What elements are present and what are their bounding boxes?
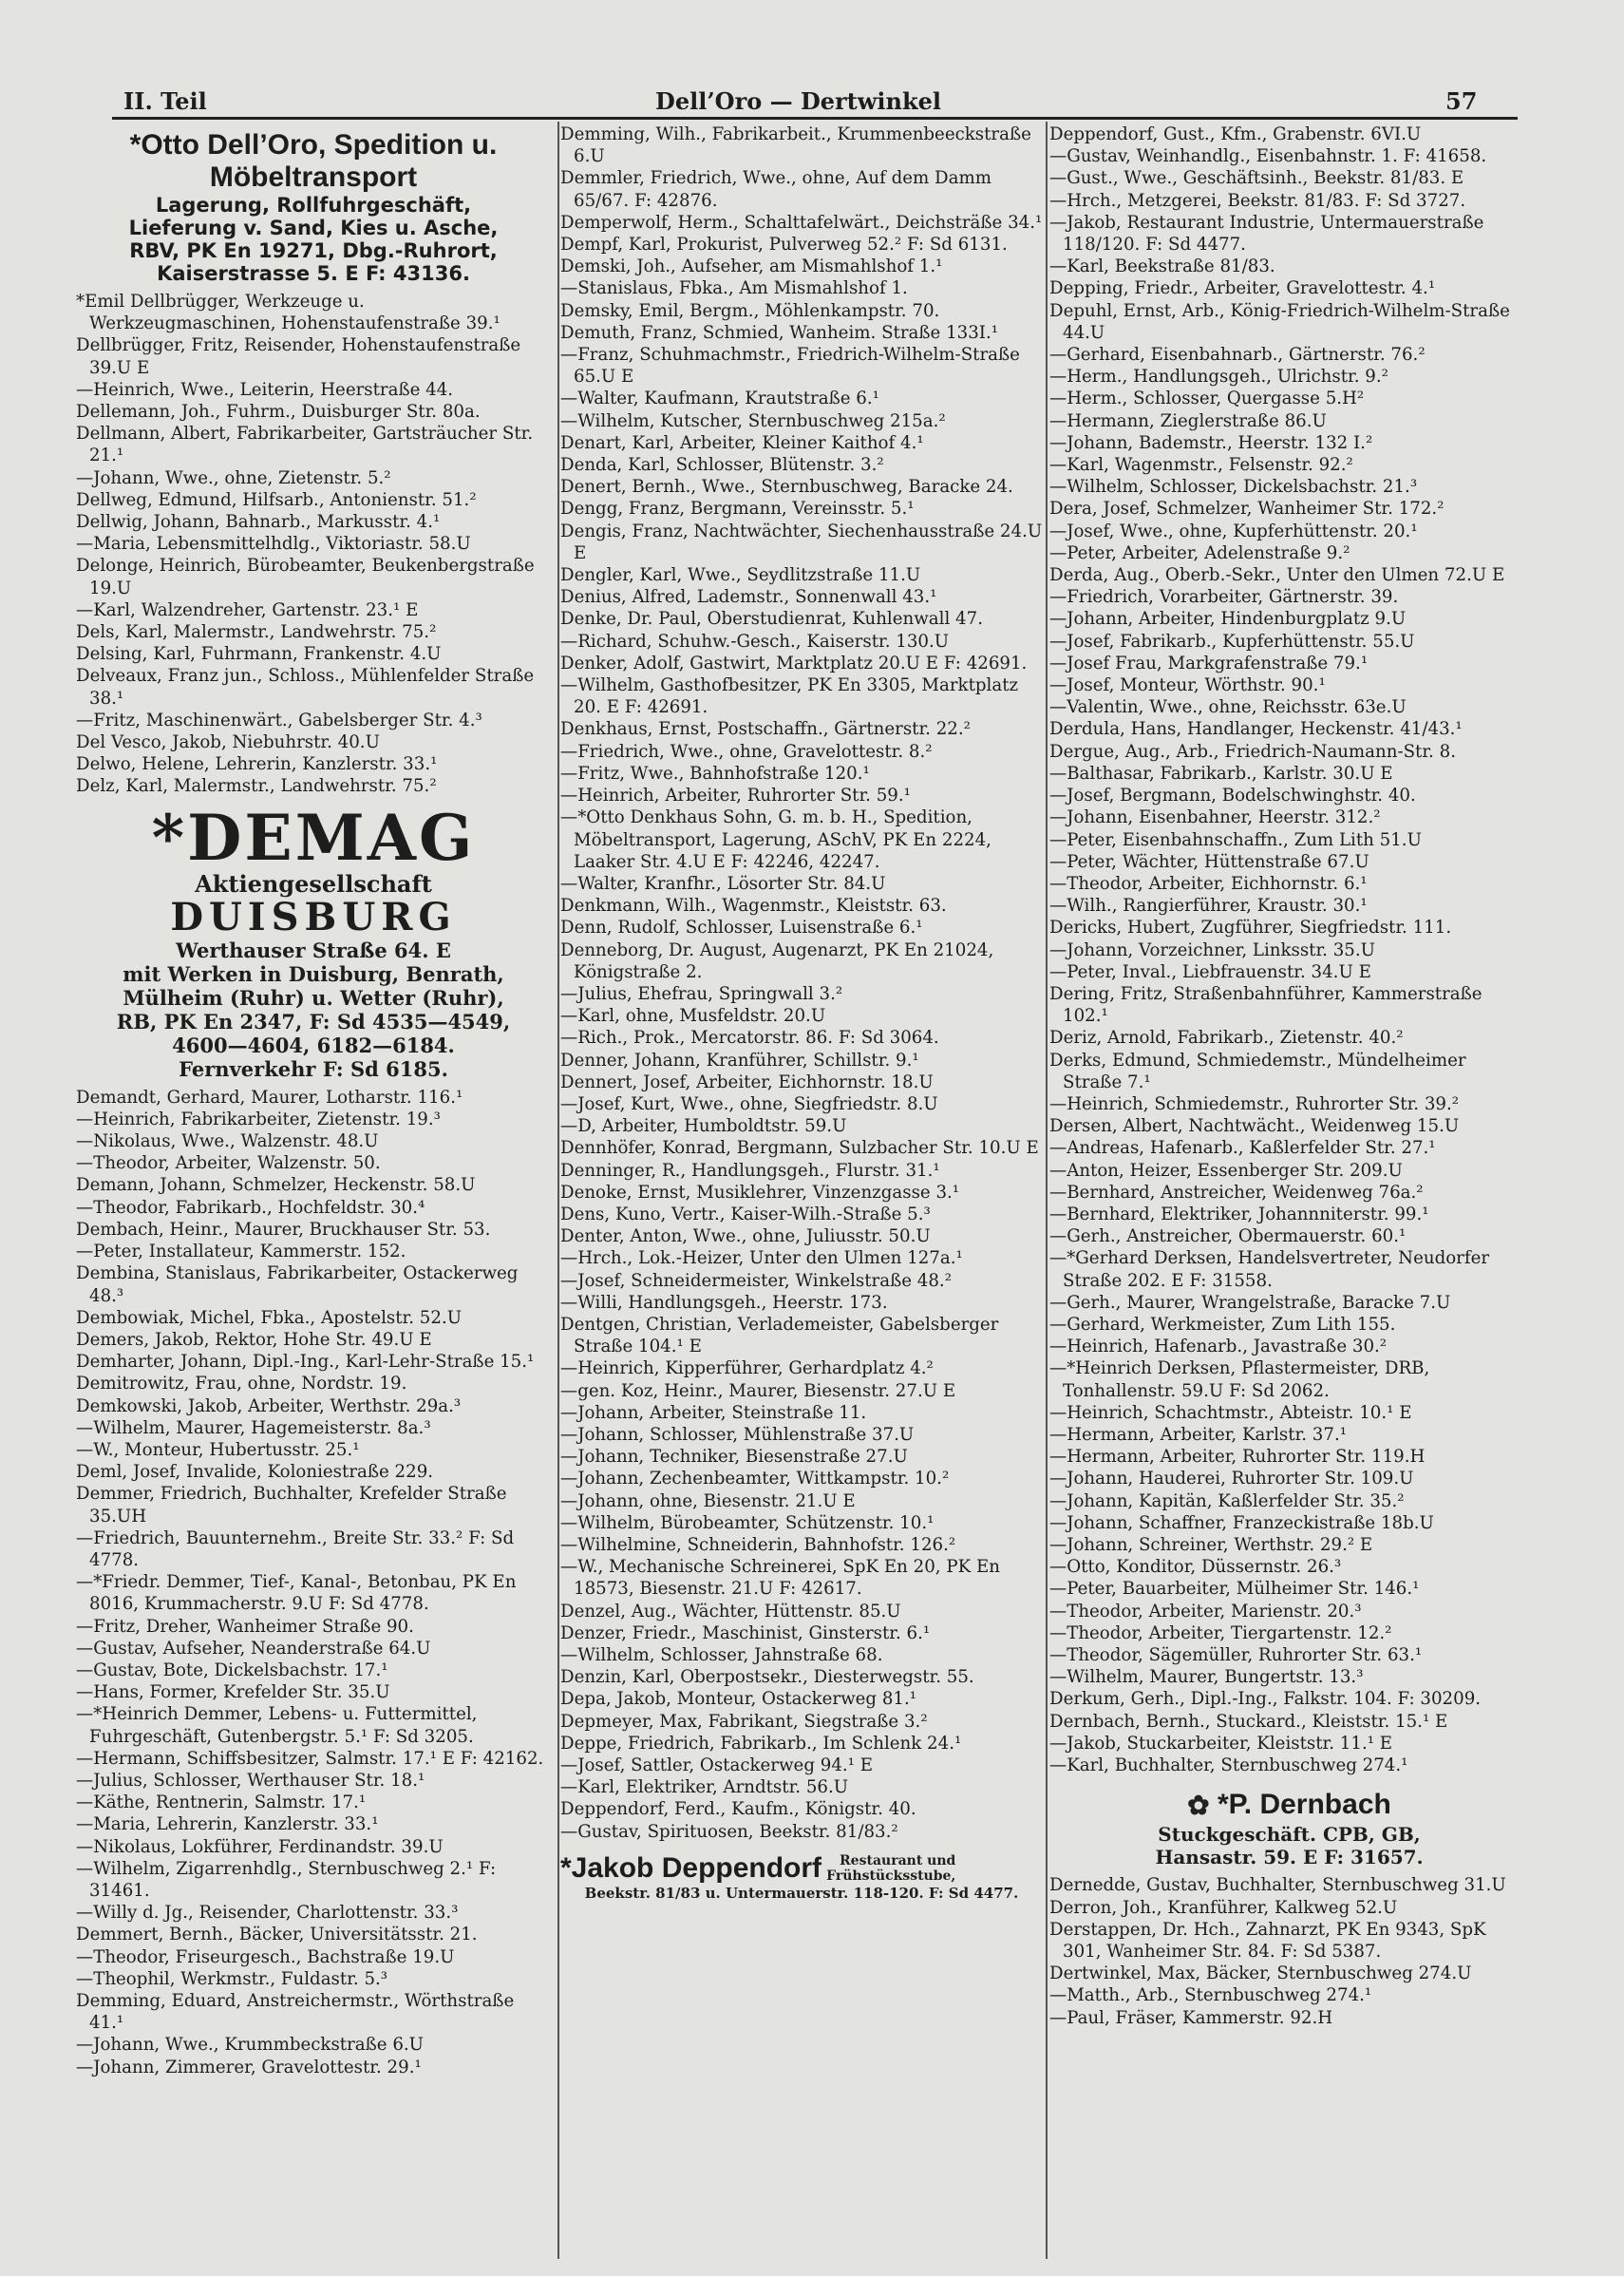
directory-entry: —Wilhelm, Gasthofbesitzer, PK En 3305, Marktplatz 20. E F: 42691. — [560, 675, 1019, 718]
directory-entry: —Paul, Fräser, Kammerstr. 92.H — [1049, 2007, 1333, 2028]
directory-entry: —Johann, Zechenbeamter, Wittkampstr. 10.² — [560, 1469, 950, 1489]
directory-entry: —Bernhard, Elektriker, Johannniterstr. 99.¹ — [1049, 1204, 1429, 1224]
directory-entry: —Otto, Konditor, Düssernstr. 26.³ — [1049, 1557, 1342, 1578]
directory-entry: Denoke, Ernst, Musiklehrer, Vinzenzgasse 3.¹ — [560, 1182, 960, 1203]
directory-entry: Dennert, Josef, Arbeiter, Eichhornstr. 18.U — [560, 1072, 934, 1092]
directory-entry: Demkowski, Jakob, Arbeiter, Werthstr. 29a.³ — [76, 1395, 462, 1416]
directory-entry: —Wilhelm, Maurer, Hagemeisterstr. 8a.³ — [76, 1417, 431, 1438]
directory-entry: —Johann, Techniker, Biesenstraße 27.U — [560, 1447, 908, 1468]
entry-list — [1049, 1874, 1529, 2028]
directory-entry: —Gerhard, Werkmeister, Zum Lith 155. — [1049, 1314, 1396, 1335]
directory-entry: —Theodor, Arbeiter, Eichhornstr. 6.¹ — [1049, 873, 1368, 894]
directory-entry: —Hermann, Schiffsbesitzer, Salmstr. 17.¹ E F: 42162. — [76, 1748, 544, 1769]
directory-entry: Dengg, Franz, Bergmann, Vereinsstr. 5.¹ — [560, 499, 915, 520]
directory-entry: —Wilhelm, Maurer, Bungertstr. 13.³ — [1049, 1667, 1364, 1688]
directory-entry: Dennhöfer, Konrad, Bergmann, Sulzbacher Str. 10.U E — [560, 1138, 1039, 1159]
directory-entry: Dering, Fritz, Straßenbahnführer, Kammerstraße 102.¹ — [1049, 983, 1482, 1027]
directory-entry: Dens, Kuno, Vertr., Kaiser-Wilh.-Straße 5.³ — [560, 1204, 931, 1224]
directory-entry: —Josef, Kurt, Wwe., ohne, Siegfriedstr. 8.U — [560, 1093, 938, 1114]
ad-side — [826, 1853, 955, 1884]
directory-entry: —Peter, Wächter, Hüttenstraße 67.U — [1049, 851, 1369, 872]
directory-entry: —Johann, Schaffner, Franzeckistraße 18b.U — [1049, 1512, 1434, 1533]
directory-entry: —Jakob, Restaurant Industrie, Untermauerstraße 118/120. F: Sd 4477. — [1049, 212, 1484, 256]
directory-entry: —Hermann, Zieglerstraße 86.U — [1049, 410, 1327, 431]
ornament-icon: ✿ — [1187, 1791, 1210, 1821]
directory-entry: Demmert, Bernh., Bäcker, Universitätsstr. 21. — [76, 1925, 478, 1945]
directory-entry: Demski, Joh., Aufseher, am Mismahlshof 1.¹ — [560, 256, 943, 277]
ad-line: Kaiserstrasse 5. E F: 43136. — [157, 262, 470, 285]
directory-entry: —Matth., Arb., Sternbuschweg 274.¹ — [1049, 1985, 1372, 2006]
directory-entry: —Franz, Schuhmachmstr., Friedrich-Wilhelm-Straße 65.U E — [560, 345, 1020, 388]
directory-entry: —Johann, Vorzeichner, Linksstr. 35.U — [1049, 939, 1375, 960]
directory-entry: —Friedrich, Vorarbeiter, Gärtnerstr. 39. — [1049, 587, 1399, 608]
directory-entry: —Josef, Wwe., ohne, Kupferhüttenstr. 20.¹ — [1049, 521, 1418, 541]
directory-entry: *Emil Dellbrügger, Werkzeuge u. Werkzeugmaschinen, Hohenstaufenstraße 39.¹ — [76, 292, 500, 334]
ad-line: Lagerung, Rollfuhrgeschäft, — [155, 194, 472, 217]
directory-entry: —Theodor, Sägemüller, Ruhrorter Str. 63.¹ — [1049, 1645, 1423, 1666]
directory-entry: Dellemann, Joh., Fuhrm., Duisburger Str. 80a. — [76, 402, 481, 423]
directory-entry: —Johann, Wwe., ohne, Zietenstr. 5.² — [76, 467, 391, 488]
directory-entry: Dergue, Aug., Arb., Friedrich-Naumann-Str. 8. — [1049, 741, 1456, 762]
directory-entry: Delonge, Heinrich, Bürobeamter, Beukenbergstraße 19.U — [76, 556, 535, 598]
directory-entry: —Maria, Lebensmittelhdlg., Viktoriastr. 58.U — [76, 534, 471, 555]
directory-entry: Delwo, Helene, Lehrerin, Kanzlerstr. 33.¹ — [76, 754, 438, 775]
directory-entry: —Richard, Schuhw.-Gesch., Kaiserstr. 130.U — [560, 631, 950, 652]
directory-entry: —Peter, Eisenbahnschaffn., Zum Lith 51.U — [1049, 829, 1422, 850]
directory-entry: —Theodor, Fabrikarb., Hochfeldstr. 30.⁴ — [76, 1197, 425, 1218]
directory-entry: —Heinrich, Kipperführer, Gerhardplatz 4.² — [560, 1358, 934, 1379]
directory-entry: Dellweg, Edmund, Hilfsarb., Antonienstr. 51.² — [76, 489, 477, 510]
directory-entry: Denn, Rudolf, Schlosser, Luisenstraße 6.¹ — [560, 918, 923, 939]
directory-entry: —Rich., Prok., Mercatorstr. 86. F: Sd 3064. — [560, 1028, 939, 1049]
directory-entry: Demandt, Gerhard, Maurer, Lotharstr. 116.¹ — [76, 1087, 463, 1108]
entry-list — [1049, 123, 1529, 1776]
directory-entry: —Julius, Schlosser, Werthauser Str. 18.¹ — [76, 1770, 425, 1791]
ad-line: mit Werken in Duisburg, Benrath, — [123, 961, 504, 986]
directory-entry: —Theodor, Arbeiter, Tiergartenstr. 12.² — [1049, 1622, 1392, 1643]
directory-entry: Derda, Aug., Oberb.-Sekr., Unter den Ulmen 72.U E — [1049, 565, 1505, 586]
directory-entry: Delveaux, Franz jun., Schloss., Mühlenfelder Straße 38.¹ — [76, 666, 535, 709]
directory-entry: —Maria, Lehrerin, Kanzlerstr. 33.¹ — [76, 1814, 379, 1835]
ad-title: *Jakob Deppendorf — [560, 1851, 822, 1884]
directory-entry: —Herm., Handlungsgeh., Ulrichstr. 9.² — [1049, 367, 1388, 388]
directory-entry: —Johann, Kapitän, Kaßlerfelder Str. 35.² — [1049, 1490, 1405, 1511]
directory-entry: Dengler, Karl, Wwe., Seydlitzstraße 11.U — [560, 565, 921, 586]
directory-entry: Depmeyer, Max, Fabrikant, Siegstraße 3.² — [560, 1711, 928, 1732]
ad-jakob-deppendorf — [560, 1852, 1043, 1902]
directory-entry: Derkum, Gerh., Dipl.-Ing., Falkstr. 104. F: 30209. — [1049, 1689, 1482, 1710]
directory-entry: —Wilhelm, Kutscher, Sternbuschweg 215a.² — [560, 410, 946, 431]
directory-entry: —Josef, Monteur, Wörthstr. 90.¹ — [1049, 675, 1326, 696]
directory-entry: Deppe, Friedrich, Fabrikarb., Im Schlenk 24.¹ — [560, 1733, 962, 1754]
directory-entry: —Johann, Schlosser, Mühlenstraße 37.U — [560, 1424, 915, 1445]
directory-entry: Denter, Anton, Wwe., ohne, Juliusstr. 50.U — [560, 1226, 931, 1247]
directory-entry: Demers, Jakob, Rektor, Hohe Str. 49.U E — [76, 1329, 432, 1350]
directory-entry: Demitrowitz, Frau, ohne, Nordstr. 19. — [76, 1374, 407, 1394]
directory-entry: —Gerh., Anstreicher, Obermauerstr. 60.¹ — [1049, 1226, 1407, 1247]
directory-entry: —Josef, Schneidermeister, Winkelstraße 48.² — [560, 1270, 953, 1291]
directory-entry: —Gustav, Aufseher, Neanderstraße 64.U — [76, 1638, 431, 1659]
directory-entry: Demharter, Johann, Dipl.-Ing., Karl-Lehr-Straße 15.¹ — [76, 1352, 535, 1373]
directory-entry: Derron, Joh., Kranführer, Kalkweg 52.U — [1049, 1897, 1398, 1918]
directory-entry: Dembach, Heinr., Maurer, Bruckhauser Str. 53. — [76, 1219, 491, 1240]
directory-entry: Derdula, Hans, Handlanger, Heckenstr. 41/43.¹ — [1049, 719, 1463, 740]
directory-entry: —Johann, ohne, Biesenstr. 21.U E — [560, 1490, 856, 1511]
directory-entry: —W., Mechanische Schreinerei, SpK En 20, PK En 18573, Biesenstr. 21.U F: 42617. — [560, 1557, 1000, 1600]
ad-line: RB, PK En 2347, F: Sd 4535—4549, — [116, 1009, 511, 1034]
directory-entry: —Gustav, Weinhandlg., Eisenbahnstr. 1. F: 41658. — [1049, 146, 1487, 167]
directory-entry: —Gustav, Bote, Dickelsbachstr. 17.¹ — [76, 1660, 388, 1680]
directory-entry: —Heinrich, Wwe., Leiterin, Heerstraße 44. — [76, 379, 454, 400]
directory-entry: Del Vesco, Jakob, Niebuhrstr. 40.U — [76, 732, 380, 753]
directory-entry: —Theophil, Werkmstr., Fuldastr. 5.³ — [76, 1968, 388, 1989]
directory-entry: Denker, Adolf, Gastwirt, Marktplatz 20.U E F: 42691. — [560, 653, 1028, 673]
directory-entry: —*Heinrich Derksen, Pflastermeister, DRB, Tonhallenstr. 59.U F: Sd 2062. — [1049, 1358, 1430, 1401]
directory-entry: —Heinrich, Schachtmstr., Abteistr. 10.¹ E — [1049, 1402, 1412, 1423]
ad-side-line: Frühstücksstube, — [826, 1868, 956, 1884]
directory-entry: Deppendorf, Ferd., Kaufm., Königstr. 40. — [560, 1799, 916, 1820]
directory-entry: Dersen, Albert, Nachtwächt., Weidenweg 15.U — [1049, 1116, 1460, 1137]
directory-entry: Deriz, Arnold, Fabrikarb., Zietenstr. 40.² — [1049, 1028, 1404, 1049]
ad-line: Hansastr. 59. E F: 31657. — [1155, 1846, 1424, 1869]
directory-entry: —Johann, Arbeiter, Hindenburgplatz 9.U — [1049, 609, 1407, 630]
directory-entry: —Josef, Fabrikarb., Kupferhüttenstr. 55.U — [1049, 631, 1415, 652]
directory-entry: —Karl, Walzendreher, Gartenstr. 23.¹ E — [76, 599, 419, 620]
directory-entry: —Anton, Heizer, Essenberger Str. 209.U — [1049, 1160, 1403, 1181]
directory-entry: —Gust., Wwe., Geschäftsinh., Beekstr. 81/83. E — [1049, 168, 1464, 189]
ad-line: RBV, PK En 19271, Dbg.-Ruhrort, — [129, 239, 498, 262]
directory-entry: —Friedrich, Wwe., ohne, Gravelottestr. 8.² — [560, 741, 933, 762]
directory-entry: Dempf, Karl, Prokurist, Pulverweg 52.² F: Sd 6131. — [560, 235, 1008, 256]
directory-entry: —Josef, Bergmann, Bodelschwinghstr. 40. — [1049, 786, 1416, 806]
directory-entry: Derks, Edmund, Schmiedemstr., Mündelheimer Straße 7.¹ — [1049, 1050, 1466, 1092]
column-3 — [1049, 123, 1529, 2261]
directory-entry: —Nikolaus, Lokführer, Ferdinandstr. 39.U — [76, 1836, 444, 1857]
directory-entry: —Josef Frau, Markgrafenstraße 79.¹ — [1049, 653, 1369, 673]
directory-entry: —Heinrich, Fabrikarbeiter, Zietenstr. 19.³ — [76, 1109, 441, 1129]
directory-entry: —Karl, Elektriker, Arndtstr. 56.U — [560, 1777, 849, 1798]
directory-entry: —Johann, Bademstr., Heerstr. 132 I.² — [1049, 432, 1373, 453]
directory-entry: Depuhl, Ernst, Arb., König-Friedrich-Wilhelm-Straße 44.U — [1049, 300, 1510, 343]
page-number: 57 — [1445, 87, 1478, 115]
directory-entry: —Hermann, Arbeiter, Karlstr. 37.¹ — [1049, 1424, 1348, 1445]
directory-entry: Derstappen, Dr. Hch., Zahnarzt, PK En 9343, SpK 301, Wanheimer Str. 84. F: Sd 5387. — [1049, 1919, 1486, 1962]
section-label: II. Teil — [123, 87, 207, 115]
directory-entry: —Wilhelm, Schlosser, Jahnstraße 68. — [560, 1645, 883, 1666]
directory-entry: —Hrch., Metzgerei, Beekstr. 81/83. F: Sd 3727. — [1049, 190, 1466, 211]
directory-entry: —Stanislaus, Fbka., Am Mismahlshof 1. — [560, 278, 908, 299]
ad-line: Stuckgeschäft. CPB, GB, — [1158, 1823, 1421, 1847]
directory-entry: Denner, Johann, Kranführer, Schillstr. 9.¹ — [560, 1050, 919, 1071]
directory-entry: —Wilh., Rangierführer, Kraustr. 30.¹ — [1049, 896, 1368, 917]
directory-entry: —Friedrich, Bauunternehm., Breite Str. 33.² F: Sd 4778. — [76, 1527, 515, 1570]
directory-entry: Dellbrügger, Fritz, Reisender, Hohenstaufenstraße 39.U E — [76, 335, 521, 378]
directory-entry: —Wilhelmine, Schneiderin, Bahnhofstr. 126.² — [560, 1535, 956, 1555]
directory-entry: —Walter, Kaufmann, Krautstraße 6.¹ — [560, 389, 879, 409]
directory-entry: Denert, Bernh., Wwe., Sternbuschweg, Baracke 24. — [560, 477, 1013, 498]
directory-entry: —Heinrich, Arbeiter, Ruhrorter Str. 59.¹ — [560, 786, 911, 806]
ad-line: 4600—4604, 6182—6184. — [172, 1033, 455, 1057]
directory-entry: Dericks, Hubert, Zugführer, Siegfriedstr. 111. — [1049, 918, 1452, 939]
directory-entry: —Fritz, Dreher, Wanheimer Straße 90. — [76, 1616, 414, 1637]
directory-entry: —Heinrich, Hafenarb., Javastraße 30.² — [1049, 1337, 1388, 1357]
directory-entry: Dembina, Stanislaus, Fabrikarbeiter, Ostackerweg 48.³ — [76, 1263, 519, 1306]
entry-list — [76, 1087, 551, 2078]
directory-entry: —Valentin, Wwe., ohne, Reichsstr. 63e.U — [1049, 697, 1407, 718]
directory-entry: —Peter, Arbeiter, Adelenstraße 9.² — [1049, 542, 1350, 563]
directory-entry: Demuth, Franz, Schmied, Wanheim. Straße 133I.¹ — [560, 322, 999, 343]
ad-title: *DEMAG — [151, 800, 476, 875]
directory-entry: —Karl, ohne, Musfeldstr. 20.U — [560, 1006, 826, 1027]
directory-entry: —Karl, Beekstraße 81/83. — [1049, 256, 1275, 277]
directory-entry: —Gustav, Spirituosen, Beekstr. 81/83.² — [560, 1821, 898, 1842]
directory-entry: —Jakob, Stuckarbeiter, Kleiststr. 11.¹ E — [1049, 1733, 1393, 1754]
ad-line: Werthauser Straße 64. E — [176, 938, 451, 962]
directory-entry: Denke, Dr. Paul, Oberstudienrat, Kuhlenwall 47. — [560, 609, 983, 630]
ad-p-dernbach — [1049, 1788, 1529, 1868]
entry-list — [76, 291, 551, 798]
directory-entry: —Johann, Arbeiter, Steinstraße 11. — [560, 1402, 867, 1423]
directory-entry: —Josef, Sattler, Ostackerweg 94.¹ E — [560, 1755, 874, 1776]
directory-entry: —Herm., Schlosser, Quergasse 5.H² — [1049, 389, 1365, 409]
ad-line: Mülheim (Ruhr) u. Wetter (Ruhr), — [123, 985, 504, 1010]
ad-line: Fernverkehr F: Sd 6185. — [179, 1056, 448, 1081]
directory-entry: —Heinrich, Schmiedemstr., Ruhrorter Str. 39.² — [1049, 1093, 1460, 1114]
directory-entry: —Hermann, Arbeiter, Ruhrorter Str. 119.H — [1049, 1447, 1426, 1468]
directory-entry: —Walter, Kranfhr., Lösorter Str. 84.U — [560, 873, 886, 894]
directory-entry: —Johann, Hauderei, Ruhrorter Str. 109.U — [1049, 1469, 1414, 1489]
directory-entry: Dellwig, Johann, Bahnarb., Markusstr. 4.¹ — [76, 512, 441, 533]
directory-entry: Denius, Alfred, Lademstr., Sonnenwall 43.¹ — [560, 587, 937, 608]
ad-title: *P. Dernbach — [1217, 1789, 1391, 1821]
directory-entry: —D, Arbeiter, Humboldtstr. 59.U — [560, 1116, 847, 1137]
ad-otto-delloro — [76, 129, 551, 285]
directory-entry: Delsing, Karl, Fuhrmann, Frankenstr. 4.U — [76, 644, 442, 665]
ad-demag — [76, 800, 551, 1081]
directory-entry: Deppendorf, Gust., Kfm., Grabenstr. 6VI.U — [1049, 124, 1422, 144]
directory-entry: —Käthe, Rentnerin, Salmstr. 17.¹ — [76, 1792, 367, 1813]
directory-entry: —Nikolaus, Wwe., Walzenstr. 48.U — [76, 1131, 379, 1152]
directory-entry: —Theodor, Arbeiter, Marienstr. 20.³ — [1049, 1601, 1362, 1622]
directory-entry: —Julius, Ehefrau, Springwall 3.² — [560, 983, 843, 1004]
directory-entry: —Johann, Eisenbahner, Heerstr. 312.² — [1049, 807, 1381, 828]
header-rule — [112, 117, 1518, 120]
directory-entry: Deml, Josef, Invalide, Koloniestraße 229. — [76, 1462, 434, 1483]
directory-entry: —gen. Koz, Heinr., Maurer, Biesenstr. 27.U E — [560, 1380, 956, 1401]
directory-entry: Dels, Karl, Malermstr., Landwehrstr. 75.² — [76, 622, 437, 643]
directory-entry: Dentgen, Christian, Verlademeister, Gabelsberger Straße 104.¹ E — [560, 1314, 999, 1357]
entry-list — [560, 123, 1043, 1843]
directory-entry: —Karl, Buchhalter, Sternbuschweg 274.¹ — [1049, 1755, 1408, 1776]
directory-entry: —Karl, Wagenmstr., Felsenstr. 92.² — [1049, 455, 1353, 476]
directory-entry: —Peter, Installateur, Kammerstr. 152. — [76, 1242, 406, 1262]
directory-entry: Demperwolf, Herm., Schalttafelwärt., Deichsträße 34.¹ — [560, 212, 1043, 233]
column-divider — [1046, 122, 1048, 2259]
ad-side-line: Restaurant und — [840, 1852, 956, 1868]
directory-entry: —Johann, Schreiner, Werthstr. 29.² E — [1049, 1535, 1373, 1555]
ad-city: DUISBURG — [170, 894, 457, 939]
directory-entry: —Andreas, Hafenarb., Kaßlerfelder Str. 27.¹ — [1049, 1138, 1436, 1159]
directory-entry: Delz, Karl, Malermstr., Landwehrstr. 75.² — [76, 776, 437, 797]
ad-line: Beekstr. 81/83 u. Untermauerstr. 118-120. F: Sd 4477. — [584, 1884, 1019, 1902]
directory-entry: —Willy d. Jg., Reisender, Charlottenstr. 33.³ — [76, 1903, 459, 1924]
ad-title: *Otto Dell’Oro, Spedition u. Möbeltransport — [129, 129, 498, 193]
directory-entry: —Theodor, Friseurgesch., Bachstraße 19.U — [76, 1946, 455, 1967]
directory-entry: Denzin, Karl, Oberpostsekr., Diesterwegstr. 55. — [560, 1667, 974, 1688]
directory-entry: Denneborg, Dr. August, Augenarzt, PK En 21024, Königstraße 2. — [560, 939, 994, 982]
directory-entry: Denkhaus, Ernst, Postschaffn., Gärtnerstr. 22.² — [560, 719, 971, 740]
directory-entry: —Hans, Former, Krefelder Str. 35.U — [76, 1682, 390, 1703]
directory-entry: Demsky, Emil, Bergm., Möhlenkampstr. 70. — [560, 300, 940, 321]
directory-entry: —Gerh., Maurer, Wrangelstraße, Baracke 7.U — [1049, 1292, 1451, 1313]
column-2 — [560, 123, 1043, 2261]
directory-entry: —Fritz, Maschinenwärt., Gabelsberger Str. 4.³ — [76, 710, 482, 730]
directory-entry: Denninger, R., Handlungsgeh., Flurstr. 31.¹ — [560, 1160, 940, 1181]
directory-entry: Denzel, Aug., Wächter, Hüttenstr. 85.U — [560, 1601, 901, 1622]
directory-entry: —*Friedr. Demmer, Tief-, Kanal-, Betonbau, PK En 8016, Krummacherstr. 9.U F: Sd 4778. — [76, 1572, 517, 1615]
directory-entry: —Peter, Inval., Liebfrauenstr. 34.U E — [1049, 961, 1371, 982]
ad-title-row — [1049, 1788, 1529, 1823]
directory-entry: —Balthasar, Fabrikarb., Karlstr. 30.U E — [1049, 763, 1393, 784]
directory-entry: —*Otto Denkhaus Sohn, G. m. b. H., Spedition, Möbeltransport, Lagerung, ASchV, PK En 2224, Laaker Str. 4.U E F: 42246, 42247. — [560, 807, 991, 872]
directory-entry: Depping, Friedr., Arbeiter, Gravelottestr. 4.¹ — [1049, 278, 1436, 299]
directory-entry: Demann, Johann, Schmelzer, Heckenstr. 58.U — [76, 1175, 476, 1196]
page-range-title: Dell’Oro — Dertwinkel — [655, 87, 941, 115]
directory-entry: —*Heinrich Demmer, Lebens- u. Futtermittel, Fuhrgeschäft, Gutenbergstr. 5.¹ F: Sd 3205. — [76, 1704, 478, 1747]
directory-entry: —*Gerhard Derksen, Handelsvertreter, Neudorfer Straße 202. E F: 31558. — [1049, 1248, 1490, 1291]
directory-entry: Denda, Karl, Schlosser, Blütenstr. 3.² — [560, 455, 884, 476]
directory-entry: —Gerhard, Eisenbahnarb., Gärtnerstr. 76.² — [1049, 345, 1426, 366]
directory-entry: Denart, Karl, Arbeiter, Kleiner Kaithof 4.¹ — [560, 432, 924, 453]
directory-entry: —Johann, Zimmerer, Gravelottestr. 29.¹ — [76, 2057, 422, 2077]
directory-entry: Dellmann, Albert, Fabrikarbeiter, Gartsträucher Str. 21.¹ — [76, 424, 534, 466]
directory-entry: —Wilhelm, Zigarrenhdlg., Sternbuschweg 2.¹ F: 31461. — [76, 1858, 497, 1901]
directory-entry: Demming, Wilh., Fabrikarbeit., Krummenbeeckstraße 6.U — [560, 124, 1031, 167]
ad-line: Lieferung v. Sand, Kies u. Asche, — [128, 217, 499, 239]
directory-entry: Dembowiak, Michel, Fbka., Apostelstr. 52.U — [76, 1307, 463, 1328]
directory-entry: Demmler, Friedrich, Wwe., ohne, Auf dem Damm 65/67. F: 42876. — [560, 168, 991, 211]
directory-entry: Dernedde, Gustav, Buchhalter, Sternbuschweg 31.U — [1049, 1875, 1506, 1896]
directory-entry: Dengis, Franz, Nachtwächter, Siechenhausstraße 24.U E — [560, 521, 1043, 563]
directory-entry: —Fritz, Wwe., Bahnhofstraße 120.¹ — [560, 763, 870, 784]
directory-entry: Dernbach, Bernh., Stuckard., Kleiststr. 15.¹ E — [1049, 1711, 1448, 1732]
directory-entry: —Wilhelm, Bürobeamter, Schützenstr. 10.¹ — [560, 1512, 935, 1533]
directory-entry: —Wilhelm, Schlosser, Dickelsbachstr. 21.³ — [1049, 477, 1418, 498]
directory-entry: —W., Monteur, Hubertusstr. 25.¹ — [76, 1439, 360, 1460]
directory-entry: Demmer, Friedrich, Buchhalter, Krefelder Straße 35.UH — [76, 1484, 507, 1527]
directory-entry: Depa, Jakob, Monteur, Ostackerweg 81.¹ — [560, 1689, 917, 1710]
ad-subtitle: Aktiengesellschaft — [195, 869, 432, 898]
directory-entry: Dertwinkel, Max, Bäcker, Sternbuschweg 274.U — [1049, 1963, 1472, 1984]
directory-entry: —Bernhard, Anstreicher, Weidenweg 76a.² — [1049, 1182, 1424, 1203]
directory-entry: Denzer, Friedr., Maschinist, Ginsterstr. 6.¹ — [560, 1622, 931, 1643]
column-1 — [76, 123, 551, 2261]
directory-entry: —Peter, Bauarbeiter, Mülheimer Str. 146.¹ — [1049, 1579, 1420, 1600]
directory-entry: —Theodor, Arbeiter, Walzenstr. 50. — [76, 1153, 381, 1174]
column-divider — [557, 122, 559, 2259]
directory-entry: Demming, Eduard, Anstreichermstr., Wörthstraße 41.¹ — [76, 1991, 515, 2034]
directory-entry: —Willi, Handlungsgeh., Heerstr. 173. — [560, 1292, 888, 1313]
directory-entry: Dera, Josef, Schmelzer, Wanheimer Str. 172.² — [1049, 499, 1445, 520]
directory-entry: —Johann, Wwe., Krummbeckstraße 6.U — [76, 2035, 424, 2056]
directory-entry: Denkmann, Wilh., Wagenmstr., Kleiststr. 63. — [560, 896, 947, 917]
directory-entry: —Hrch., Lok.-Heizer, Unter den Ulmen 127a.¹ — [560, 1248, 963, 1269]
